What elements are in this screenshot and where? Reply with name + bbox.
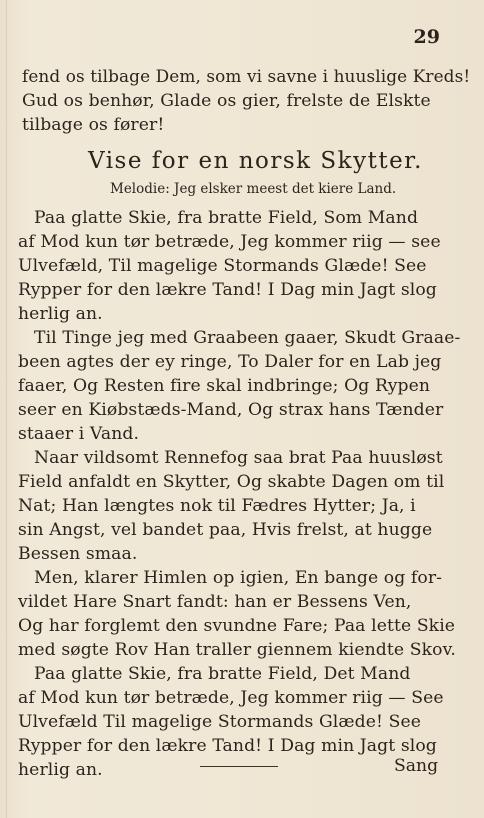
verse-line: Men, klarer Himlen op igien, En bange og for-: [34, 568, 443, 588]
verse-line: herlig an.: [18, 304, 103, 324]
verse-line: Field anfaldt en Skytter, Og skabte Dagen om til: [18, 472, 445, 492]
intro-line: tilbage os fører!: [22, 115, 165, 135]
verse-line: staaer i Vand.: [18, 424, 140, 444]
divider-rule: [200, 766, 278, 767]
verse-line: faaer, Og Resten fire skal indbringe; Og Rypen: [18, 376, 431, 396]
verse-line: Ulvefæld Til magelige Stormands Glæde! See: [18, 712, 422, 732]
verse-line: Og har forglemt den svundne Fare; Paa lette Skie: [18, 616, 456, 636]
verse-line: Paa glatte Skie, fra bratte Field, Som Mand: [34, 208, 419, 228]
verse-line: af Mod kun tør betræde, Jeg kommer riig — See: [18, 688, 444, 708]
catchword: Sang: [394, 756, 439, 776]
song-title: Vise for en norsk Skytter.: [88, 148, 423, 174]
verse-line: Paa glatte Skie, fra bratte Field, Det Mand: [34, 664, 411, 684]
verse-line: Rypper for den lækre Tand! I Dag min Jagt slog: [18, 736, 437, 756]
page-number: 29: [413, 26, 440, 48]
verse-line: Naar vildsomt Rennefog saa brat Paa huusløst: [34, 448, 443, 468]
verse-line: been agtes der ey ringe, To Daler for en Lab jeg: [18, 352, 442, 372]
verse-line: seer en Kiøbstæds-Mand, Og strax hans Tænder: [18, 400, 444, 420]
verse-line: Ulvefæld, Til magelige Stormands Glæde! See: [18, 256, 427, 276]
intro-line: fend os tilbage Dem, som vi savne i huuslige Kreds!: [22, 67, 471, 87]
verse-line: vildet Hare Snart fandt: han er Bessens Ven,: [18, 592, 412, 612]
verse-line: af Mod kun tør betræde, Jeg kommer riig — see: [18, 232, 441, 252]
melody-line: Melodie: Jeg elsker meest det kiere Land.: [110, 181, 397, 197]
page-edge-shadow: [6, 0, 7, 818]
verse-line: sin Angst, vel bandet paa, Hvis frelst, at hugge: [18, 520, 433, 540]
verse-line: med søgte Rov Han traller giennem kiendte Skov.: [18, 640, 456, 660]
verse-line: Til Tinge jeg med Graabeen gaaer, Skudt Graae-: [34, 328, 461, 348]
verse-line: Rypper for den lækre Tand! I Dag min Jagt slog: [18, 280, 437, 300]
intro-line: Gud os benhør, Glade os gier, frelste de Elskte: [22, 91, 431, 111]
verse-line: Bessen smaa.: [18, 544, 138, 564]
verse-line: Nat; Han længtes nok til Fædres Hytter; Ja, i: [18, 496, 416, 516]
verse-line: herlig an.: [18, 760, 103, 780]
